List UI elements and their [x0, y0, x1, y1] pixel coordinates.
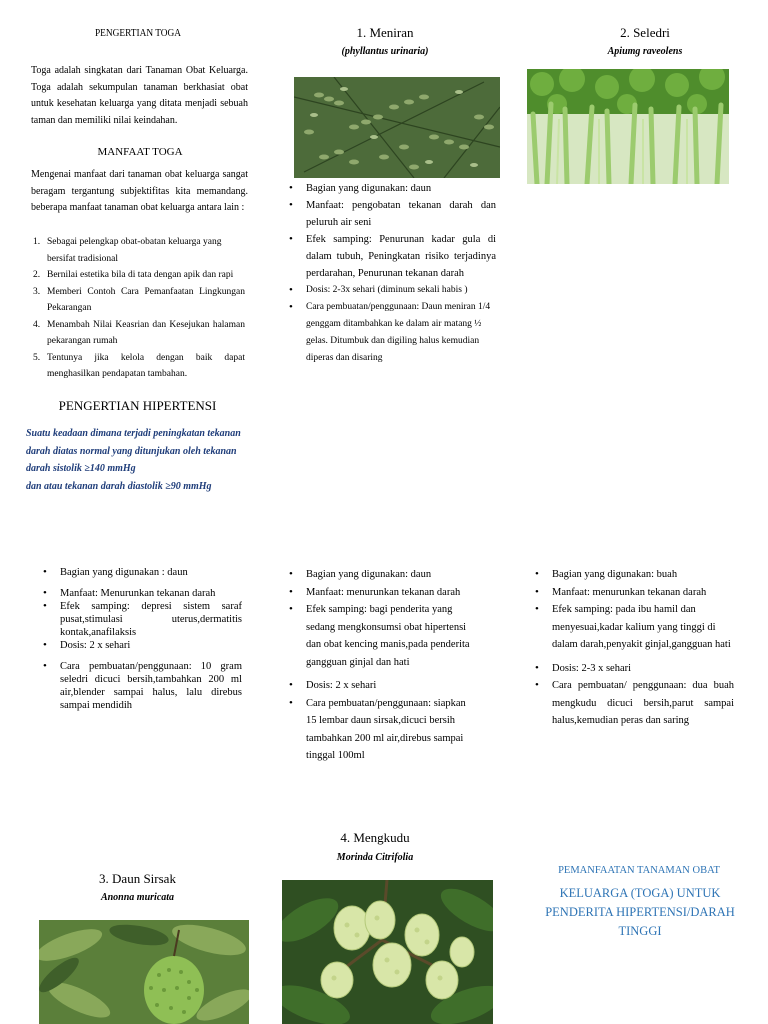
mengkudu-latin: Morinda Citrifolia [336, 852, 414, 863]
list-item: • Dosis: 2 x sehari [288, 677, 478, 695]
meniran-list [288, 180, 496, 367]
list-item: • Efek samping: pada ibu hamil dan menyesuai,kadar kalium yang tinggi di dalam darah,penyakit ginjal,gangguan hati [534, 601, 734, 654]
list-item: • Manfaat: Menurunkan tekanan darah [42, 587, 242, 600]
manfaat-list [31, 234, 245, 383]
meniran-title: 1. Meniran [356, 25, 414, 40]
list-item: 5. Tentunya jika kelola dengan baik dapat menghasilkan pendapatan tambahan. [33, 352, 245, 379]
hipertensi-title: PENGERTIAN HIPERTENSI [58, 398, 217, 413]
list-item: • Cara pembuatan/penggunaan: Daun meniran 1/4 genggam ditambahkan ke dalam air matang ½ gelas. Ditumbuk dan digiling halus kemudian diperas dan disaring [288, 299, 496, 367]
list-item: • Cara pembuatan/penggunaan: 10 gram seledri dicuci bersih,tambahkan 200 ml air,blender sampai halus, lalu direbus sampai mendidih [42, 660, 242, 712]
list-item: • Manfaat: menurunkan tekanan darah [288, 584, 478, 602]
sirsak-list [288, 566, 478, 765]
list-item: 1. Sebagai pelengkap obat-obatan keluarga yang bersifat tradisional [33, 237, 222, 264]
list-item: 2. Bernilai estetika bila di tata dengan apik dan rapi [33, 270, 234, 280]
list-item: • Dosis: 2-3x sehari (diminum sekali habis ) [288, 282, 496, 299]
list-item: • Manfaat: pengobatan tekanan darah dan peluruh air seni [288, 197, 496, 231]
mengkudu-title: 4. Mengkudu [340, 830, 410, 845]
hipertensi-definition: Suatu keadaan dimana terjadi peningkatan tekanan darah diatas normal yang ditunjukan oleh tekanan darah sistolik ≥140 mmHg dan atau tekanan darah diastolik ≥90 mmHg [26, 428, 241, 492]
meniran-latin: (phyllantus urinaria) [341, 46, 429, 57]
list-item: 3. Memberi Contoh Cara Pemanfaatan Lingkungan Pekarangan [33, 286, 245, 313]
list-item: • Efek samping: depresi sistem saraf pusat,stimulasi uterus,dermatitis kontak,anafilaksis [42, 600, 242, 639]
list-item: • Bagian yang digunakan : daun [42, 566, 242, 579]
seledri-list [42, 566, 242, 712]
list-item: • Cara pembuatan/penggunaan: siapkan 15 lembar daun sirsak,dicuci bersih tambahkan 200 ml air,direbus sampai tinggal 100ml [288, 695, 478, 765]
seledri-photo [527, 69, 729, 184]
cover-title: KELUARGA (TOGA) UNTUK PENDERITA HIPERTENSI/DARAH TINGGI [545, 886, 735, 938]
list-item: • Efek samping: Penurunan kadar gula di dalam tubuh, Peningkatan risiko terjadinya perdarahan, Penurunan tekanan darah [288, 231, 496, 282]
seledri-title: 2. Seledri [620, 25, 670, 40]
list-item: • Dosis: 2 x sehari [42, 639, 242, 652]
toga-definition: Toga adalah singkatan dari Tanaman Obat Keluarga. Toga adalah sekumpulan tanaman berkhasiat obat untuk kesehatan keluarga yang ditata menjadi sebuah taman dan memiliki nilai keindahan. [31, 65, 248, 126]
sirsak-title: 3. Daun Sirsak [99, 871, 176, 886]
list-item: 4. Menambah Nilai Keasrian dan Kesejukan halaman pekarangan rumah [33, 319, 245, 346]
meniran-photo [294, 77, 500, 178]
mengkudu-photo [282, 880, 493, 1024]
sirsak-photo [39, 920, 249, 1024]
list-item: • Efek samping: bagi penderita yang sedang mengkonsumsi obat hipertensi dan obat kencing manis,pada penderita gangguan ginjal dan hati [288, 601, 478, 671]
list-item: • Bagian yang digunakan: daun [288, 180, 496, 197]
list-item: • Cara pembuatan/ penggunaan: dua buah mengkudu dicuci bersih,parut sampai halus,kemudian peras dan saring [534, 677, 734, 730]
manfaat-title: MANFAAT TOGA [97, 146, 183, 158]
manfaat-intro: Mengenai manfaat dari tanaman obat keluarga sangat beragam tergantung subjektifitas kita memandang. beberapa manfaat tanaman obat keluarga antara lain : [31, 169, 248, 213]
mengkudu-list [534, 566, 734, 730]
list-item: • Dosis: 2-3 x sehari [534, 660, 734, 678]
list-item: • Manfaat: menurunkan tekanan darah [534, 584, 734, 602]
list-item: • Bagian yang digunakan: daun [288, 566, 478, 584]
list-item: • Bagian yang digunakan: buah [534, 566, 734, 584]
toga-title: PENGERTIAN TOGA [94, 27, 182, 39]
cover-subtitle: PEMANFAATAN TANAMAN OBAT [558, 865, 720, 876]
sirsak-latin: Anonna muricata [100, 892, 175, 903]
seledri-latin: Apiumg raveolens [607, 46, 683, 57]
